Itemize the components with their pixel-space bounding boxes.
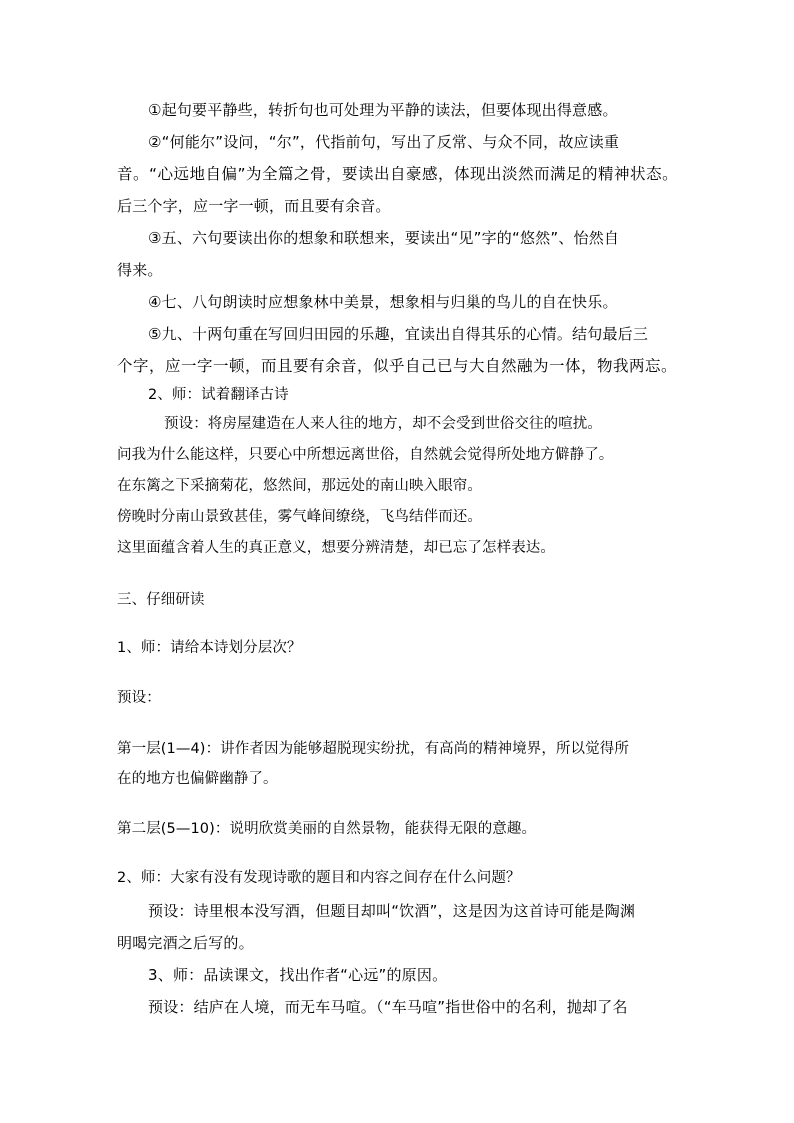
text-line: 在东篱之下采摘菊花，悠然间，那远处的南山映入眼帘。 (117, 478, 482, 494)
text-line: 音。“心远地自偏”为全篇之骨，要读出自豪感，体现出淡然而满足的精神状态。 (117, 165, 679, 183)
text-line: 明喝完酒之后写的。 (117, 934, 254, 952)
text-line: 第二层(5—10)：说明欣赏美丽的自然景物，能获得无限的意趣。 (117, 821, 537, 837)
text-line: 预设：结庐在人境，而无车马喧。（“车马喧”指世俗中的名利，抛却了名 (148, 998, 628, 1016)
text-line: ⑤九、十两句重在写回归田园的乐趣，宜读出自得其乐的心情。结句最后三 (148, 325, 649, 343)
text-line: 个字，应一字一顿，而且要有余音，似乎自己已与大自然融为一体，物我两忘。 (117, 357, 678, 375)
question: 1、师：请给本诗划分层次？ (117, 640, 302, 656)
text-line: 后三个字，应一字一顿，而且要有余音。 (117, 197, 391, 215)
text-line: 这里面蕴含着人生的真正意义，想要分辨清楚，却已忘了怎样表达。 (117, 540, 555, 556)
text-line: 预设：诗里根本没写酒，但题目却叫“饮酒”，这是因为这首诗可能是陶渊 (148, 902, 636, 920)
text-line: ④七、八句朗读时应想象林中美景，想象相与归巢的鸟儿的自在快乐。 (148, 293, 618, 311)
text-line: ①起句要平静些，转折句也可处理为平静的读法，但要体现出得意感。 (148, 101, 618, 119)
text-line: 傍晚时分南山景致甚佳，雾气峰间缭绕，飞鸟结伴而还。 (117, 509, 482, 525)
text-line: ③五、六句要读出你的想象和联想来，要读出“见”字的“悠然”、怡然自 (148, 229, 620, 247)
question: 3、师：品读课文，找出作者“心远”的原因。 (148, 966, 448, 984)
text-line: 问我为什么能这样，只要心中所想远离世俗，自然就会觉得所处地方僻静了。 (117, 447, 614, 463)
text-line: 2、师：试着翻译古诗 (148, 387, 289, 403)
text-line: 在的地方也偏僻幽静了。 (117, 771, 278, 787)
text-line: 第一层(1—4)：讲作者因为能够超脱现实纷扰，有高尚的精神境界，所以觉得所 (117, 741, 629, 757)
question: 2、师：大家有没有发现诗歌的题目和内容之间存在什么问题？ (117, 870, 521, 886)
text-line: 预设： (117, 690, 161, 706)
text-line: 预设：将房屋建造在人来人往的地方，却不会受到世俗交往的喧扰。 (164, 416, 602, 432)
text-line: 得来。 (117, 261, 163, 279)
section-heading: 三、仔细研读 (117, 592, 205, 608)
text-line: ②“何能尔”设问，“尔”，代指前句，写出了反常、与众不同，故应读重 (148, 133, 620, 151)
